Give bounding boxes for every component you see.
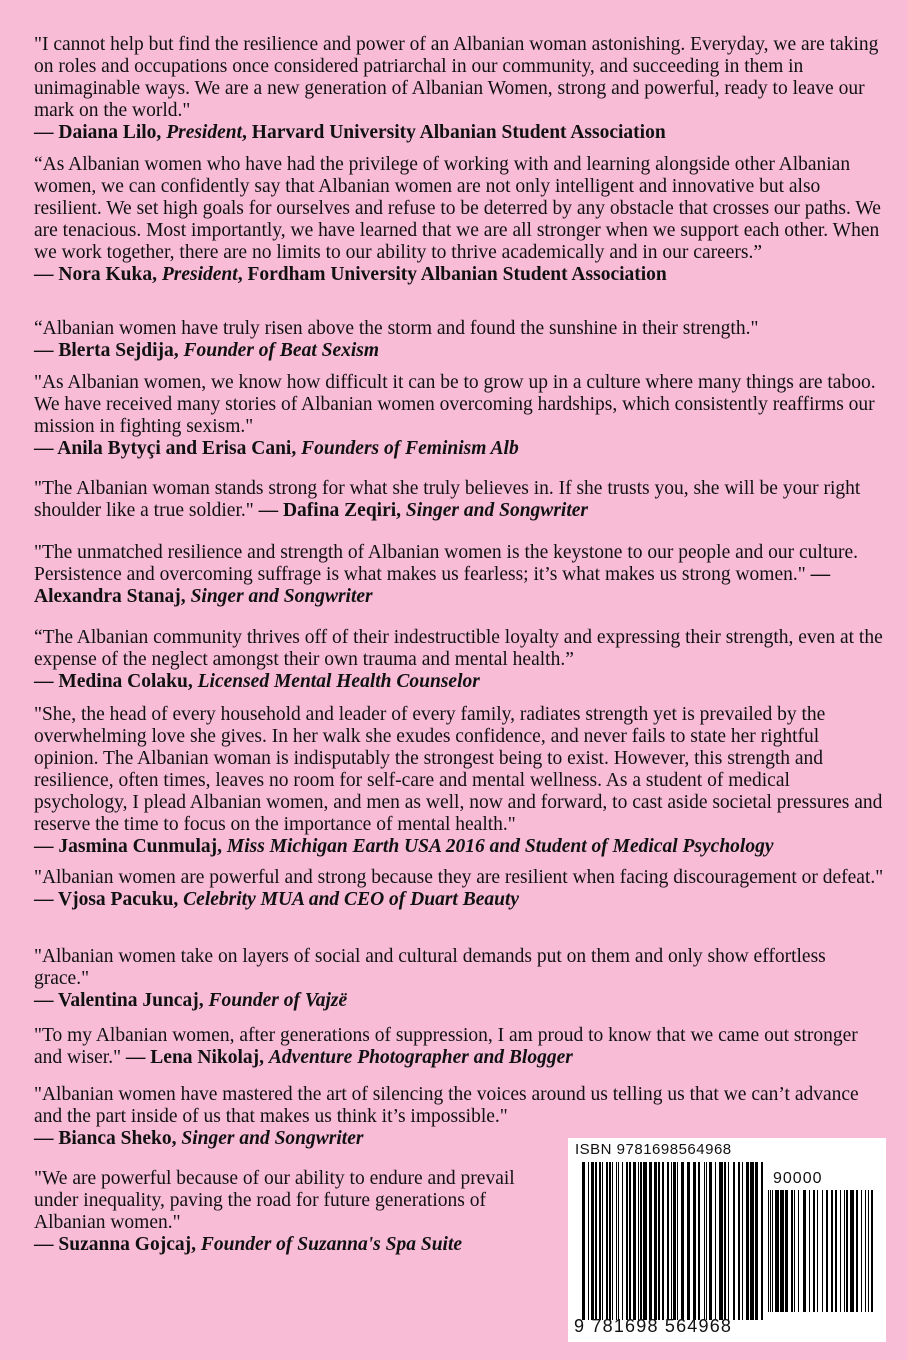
quote-text: "I cannot help but find the resilience and power of an Albanian woman astonishing. Everyday, we are taking on roles and occupations once considered patriarchal in our community, and succeeding in them in unimaginable ways. We are a new generation of Albanian Women, strong and powerful, ready to leave our mark on the world.": [34, 34, 879, 121]
quote-text: "As Albanian women, we know how difficult it can be to grow up in a culture where many things are taboo. We have received many stories of Albanian women overcoming hardships, which consistently reaffirms our mission in fighting sexism.": [34, 372, 876, 437]
quote-attribution: — Suzanna Gojcaj, Founder of Suzanna's Spa Suite: [34, 1234, 463, 1255]
quote-attribution: — Jasmina Cunmulaj, Miss Michigan Earth USA 2016 and Student of Medical Psychology: [34, 836, 774, 857]
quote-lena-nikolaj: [34, 1025, 884, 1069]
quote-text-with-attribution: "The unmatched resilience and strength of Albanian women is the keystone to our people and our culture. Persistence and overcoming suffrage is what makes us fearless; it’s what makes us strong women." — Alexandra Stanaj, Singer and Songwriter: [34, 542, 859, 607]
quote-blerta-sejdija: [34, 318, 884, 362]
quote-attribution: — Bianca Sheko, Singer and Songwriter: [34, 1128, 364, 1149]
quote-dafina-zeqiri: [34, 478, 884, 522]
isbn-barcode: [568, 1138, 886, 1342]
isbn-label: ISBN 9781698564968: [575, 1141, 732, 1158]
barcode-digits: 9 781698 564968: [574, 1316, 733, 1336]
quote-suzanna-gojcaj: [34, 1168, 554, 1256]
quote-jasmina-cunmulaj: [34, 704, 884, 858]
quote-nora-kuka: [34, 154, 884, 286]
quote-text: “Albanian women have truly risen above the storm and found the sunshine in their strength.": [34, 318, 759, 339]
quote-text-with-attribution: "To my Albanian women, after generations of suppression, I am proud to know that we came out stronger and wiser." — Lena Nikolaj, Adventure Photographer and Blogger: [34, 1025, 858, 1068]
quote-text-with-attribution: "The Albanian woman stands strong for what she truly believes in. If she trusts you, she will be your right shoulder like a true soldier." — Dafina Zeqiri, Singer and Songwriter: [34, 478, 861, 521]
addon-barcode-bars-icon: [768, 1190, 876, 1312]
quote-text: "Albanian women are powerful and strong because they are resilient when facing discouragement or defeat.": [34, 867, 884, 888]
quote-medina-colaku: [34, 627, 884, 693]
quote-text: "Albanian women have mastered the art of silencing the voices around us telling us that we can’t advance and the part inside of us that makes us think it’s impossible.": [34, 1084, 859, 1127]
quote-text: “As Albanian women who have had the privilege of working with and learning alongside other Albanian women, we can confidently say that Albanian women are not only intelligent and innovative but also resilient. We set high goals for ourselves and refuse to be deterred by any obstacle that crosses our paths. We are tenacious. Most importantly, we have learned that we are all stronger when we support each other. When we work together, there are no limits to our ability to thrive academically and in our careers.”: [34, 154, 881, 263]
quote-valentina-juncaj: [34, 946, 884, 1012]
quote-text: “The Albanian community thrives off of their indestructible loyalty and expressing their strength, even at the expense of the neglect amongst their own trauma and mental health.”: [34, 627, 883, 670]
quote-vjosa-pacuku: [34, 867, 884, 911]
quote-attribution: — Valentina Juncaj, Founder of Vajzë: [34, 990, 348, 1011]
quote-text: "Albanian women take on layers of social and cultural demands put on them and only show effortless grace.": [34, 946, 826, 989]
quote-alexandra-stanaj: [34, 542, 884, 608]
quote-text: "We are powerful because of our ability to endure and prevail under inequality, paving the road for future generations of Albanian women.": [34, 1168, 515, 1233]
quote-daiana-lilo: [34, 34, 884, 144]
quote-attribution: — Anila Bytyçi and Erisa Cani, Founders of Feminism Alb: [34, 438, 519, 459]
quote-attribution: — Blerta Sejdija, Founder of Beat Sexism: [34, 340, 380, 361]
quote-attribution: — Vjosa Pacuku, Celebrity MUA and CEO of Duart Beauty: [34, 889, 520, 910]
quote-attribution: — Daiana Lilo, President, Harvard University Albanian Student Association: [34, 122, 666, 143]
quote-attribution: — Nora Kuka, President, Fordham University Albanian Student Association: [34, 264, 667, 285]
quote-attribution: — Medina Colaku, Licensed Mental Health Counselor: [34, 671, 480, 692]
price-code: 90000: [773, 1170, 823, 1187]
barcode-bars-icon: [582, 1162, 766, 1320]
quote-text: "She, the head of every household and leader of every family, radiates strength yet is prevailed by the overwhelming love she gives. In her walk she exudes confidence, and never fails to state her rightful opinion. The Albanian woman is indisputably the strongest being to exist. However, this strength and resilience, often times, leaves no room for self-care and mental wellness. As a student of medical psychology, I plead Albanian women, and men as well, now and forward, to cast aside societal pressures and reserve the time to focus on the importance of mental health.": [34, 704, 883, 835]
quote-feminism-alb: [34, 372, 884, 460]
